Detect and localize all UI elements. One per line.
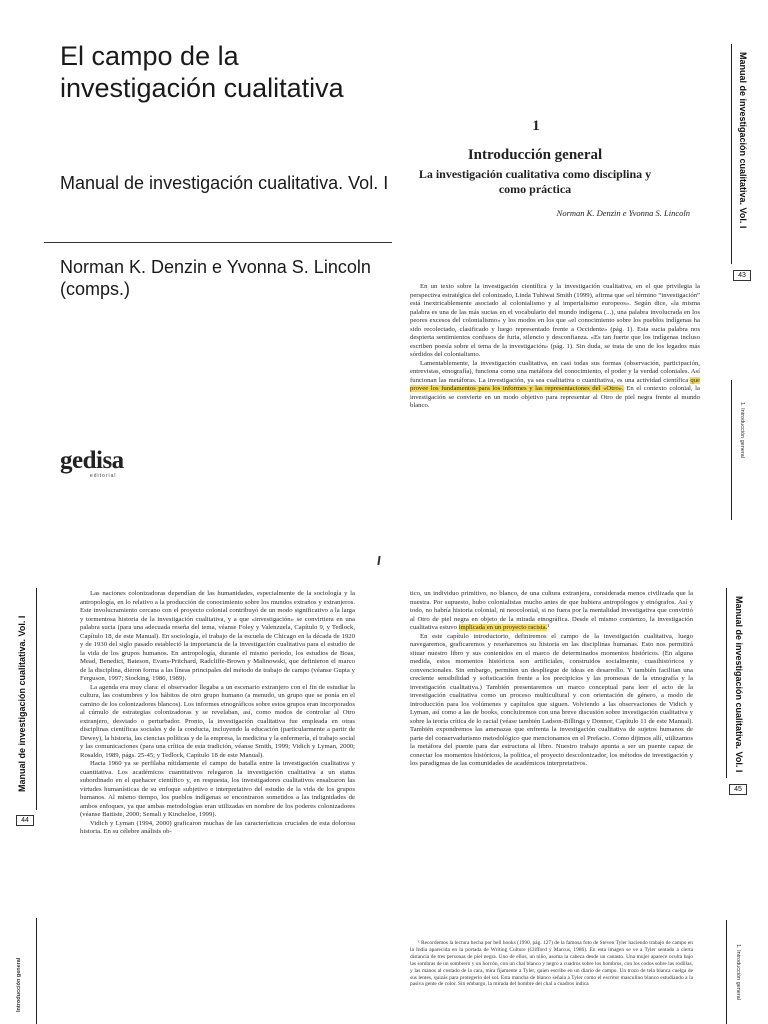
scan-mark — [377, 556, 380, 565]
chapter-subtitle: La investigación cualitativa como disciplina y como práctica — [418, 167, 652, 196]
page44-paragraph-1: Las naciones colonizadoras dependían de las humanidades, especialmente de la sociología y la antropología, en lo relativo a la producción de conocimiento sobre los mundos extraños y extranjeros. Este involucramiento cercano con el proyecto colonial contribuyó de un modo significativo a la larga y tormentosa historia de la investigación cualitativa, y a que «investigación» se convirtiera en una palabra sucia (para una adecuada reseña del tema, véanse Foley y Valenzuela, Capítulo 9, y Tedlock, Capítulo 18, de este Manual). En sociología, el trabajo de la escuela de Chicago en la década de 1920 y de 1930 del siglo pasado estableció la importancia de la investigación cualitativa para el estudio de la vida de los grupos humanos. En antropología, durante el mismo período, los estudios de Boas, Mead, Benedict, Bateson, Evans-Pritchard, Radcliffe-Brown y Malinowski, que definieron el marco de la disciplina, dieron forma a las líneas principales del método de trabajo de campo (véanse Gupta y Ferguson, 1997; Stocking, 1986, 1989). — [80, 590, 355, 682]
page45-paragraph-1 — [410, 590, 693, 633]
chapter-rule-43 — [731, 380, 732, 520]
page44-paragraph-3: Hacia 1960 ya se perfilaba nítidamente el campo de batalla entre la investigación cualitativa y cuantitativa. Los académicos cuantitativos relegaron la investigación cualitativa a un status subordinado en el quehacer científico y, en respuesta, los investigadores cualitativos ensalzaron las virtudes humanísticas de su enfoque subjetivo e interpretativo del estudio de la vida de los grupos humanos. Al mismo tiempo, los pueblos indígenas se encontraron sometidos a las indignidades de ambos enfoques, ya que ambas metodologías eran utilizadas en nombre de los poderes colonizadores (véanse Battiste, 2000; Semali y Kincheloe, 1999). — [80, 760, 355, 818]
header-rule-45 — [726, 588, 727, 778]
page44-body — [80, 590, 355, 1024]
header-rule-44 — [36, 588, 37, 810]
chapter-tab-44: Introducción general — [16, 957, 22, 1012]
running-head-45: Manual de investigación cualitativa. Vol. I — [734, 596, 744, 773]
chapter-tab-43: 1. Introducción general — [739, 402, 745, 458]
running-head-43: Manual de investigación cualitativa. Vol. I — [738, 52, 748, 229]
chapter-rule-44 — [36, 918, 37, 1024]
footnote-1: ¹ Recordemos la lectura hecha por bell hooks (1990, pág. 127) de la famosa foto de Steven Tyler haciendo trabajo de campo en la India aparecida en la portada de Writing Culture (Clifford y Marcus, 1986). En esta imagen se ve a Tyler sentado a cierta distancia de tres personas de piel negra. Uno de ellos, un niño, asoma la cabeza desde un canasto. Una mujer aparece oculta bajo las sombras de un sombrero y un horcón, con un chal blanco y negro a cuadros sobre los hombros, con los codos sobre las rodillas, y las manos al costado de la cara, mira fijamente a Tyler, quien escribe en un diario de campo. Un trozo de tela blanca cuelga de sus lentes, quizás para protegerlo del sol. Esta mancha de blanco señala a Tyler como el escritor masculino blanco estudiando a la pasiva gente de color. Sin embargo, la mirada del hombre del chal a cuadros indica — [410, 940, 693, 988]
header-rule-43 — [731, 44, 732, 264]
publisher-logo-sub: editorial — [90, 473, 117, 479]
chapter-number: 1 — [532, 118, 540, 134]
page45-paragraph-2: En este capítulo introductorio, definiremos el campo de la investigación cualitativa, luego navegaremos, graficaremos y reseñaremos su historia en las disciplinas humanas. Esto nos permitirá situar nuestro libro y sus contenidos en el marco de determinados momentos históricos. (En alguna medida, estos momentos históricos son artificiales, construidos socialmente, cuasihistóricos y convencionales. Sin embargo, permiten un despliegue de ideas en desarrollo. Y también facilitan una creciente sensibilidad y sofisticación frente a los precipicios y las promesas de la etnografía y la investigación cualitativa.) También presentaremos un marco conceptual para leer el acto de la investigación cualitativa como un proceso multicultural y con orientación de género, a modo de introducción para los volúmenes y capítulos que siguen. Volviendo a las observaciones de Vidich y Lyman, así como a las de books, concluiremos con una breve discusión sobre investigación cualitativa y sobre la teoría crítica de lo racial (véase también Ladson-Billings y Donnor, Capítulo 11 de este Manual). También expondremos las amenazas que enfrenta la investigación cualitativa de sujetos humanos de parte del conservadurismo metodológico que mencionamos en el Prefacio. Como dijimos allí, utilizamos la metáfora del puente para dar estructura al libro. Nuestro trabajo apunta a ser un puente capaz de conectar los momentos históricos, la política, el proyecto descolonizador, los métodos de investigación y los paradigmas de las comunidades de académicos interpretativos. — [410, 632, 693, 767]
running-head-44: Manual de investigación cualitativa. Vol. I — [17, 615, 27, 792]
page43-para2-end: En el contexto colonial, la investigación se convierte en un modo objetivo para representar al Otro de piel negra frente al mundo blanco. — [410, 385, 700, 409]
page-number-45: 45 — [729, 784, 747, 795]
page43-para2-text: Lamentablemente, la investigación cualitativa, en casi todas sus formas (observación, participación, entrevistas, etnografía), funciona como una metáfora del conocimiento, el poder y la verdad coloniales. Así funcionan las metáforas. La investigación, ya sea cualitativa o cuantitativa, es una actividad científica — [410, 359, 700, 384]
chapter-tab-45: 1. Introducción general — [735, 944, 741, 1000]
cover-divider — [44, 242, 392, 243]
chapter-authors: Norman K. Denzin e Yvonna S. Lincoln — [556, 208, 690, 218]
page44-paragraph-4: Vidich y Lyman (1994, 2000) graficaron muchas de las características cruciales de esta dolorosa historia. En su célebre análisis ob- — [80, 819, 355, 835]
page43-body — [410, 283, 700, 533]
page-number-44: 44 — [16, 815, 34, 826]
page45-para1-text: tico, un individuo primitivo, no blanco, de una cultura extranjera, considerada menos civilizada que la nuestra. Por supuesto, hubo colonialistas mucho antes de que hubiera antropólogos y etnógrafos. Así y todo, no habría historia colonial, ni neocolonial, si no fuera por la mentalidad investigativa que convirtió al Otro de piel negra en objeto de la mirada etnográfica. Desde el mismo comienzo, la investigación cualitativa estuvo — [410, 590, 693, 631]
page44-paragraph-2: La agenda era muy clara: el observador llegaba a un escenario extranjero con el fin de estudiar la cultura, las costumbres y los hábitos de otro grupo humano (a menudo, un grupo que se ponía en el camino de los colonizadores blancos). Los informes etnográficos sobre estos grupos eran incorporados al cúmulo de estrategias colonizadoras y se revelaban, así, como modos de controlar al Otro extranjero, desviado o perturbador. Pronto, la investigación cualitativa fue empleada en otras disciplinas científicas sociales y de la conducta, incluyendo la educación (particularmente a partir de Dewey), la historia, las ciencias políticas y de la empresa, la medicina y la enfermería, el trabajo social y las comunicaciones (para una crítica de esta tradición, véanse Smith, 1999; Vidich y Lyman, 2000; Rosaldo, 1989, págs. 25-45; y Tedlock, Capítulo 18 de este Manual). — [80, 683, 355, 759]
chapter-title: Introducción general — [467, 147, 603, 163]
page43-paragraph-2 — [410, 360, 700, 411]
page-number-43: 43 — [733, 270, 751, 281]
page45-footnote — [410, 940, 693, 1024]
cover-subtitle: Manual de investigación cualitativa. Vol. I — [60, 173, 389, 193]
page45-body — [410, 590, 693, 910]
highlight-1: que provee los fundamentos para los informes y las representaciones del «Otro». — [410, 376, 700, 392]
chapter-rule-45 — [726, 920, 727, 1024]
cover-title: El campo de la investigación cualitativa — [60, 41, 344, 103]
cover-authors: Norman K. Denzin e Yvonna S. Lincoln (comps.) — [60, 257, 371, 299]
footnote-ref: ¹ — [547, 624, 550, 631]
highlight-2: implicada en un proyecto racista. — [458, 624, 548, 631]
page43-paragraph-1: En un texto sobre la investigación científica y la investigación cualitativa, en el que privilegia la perspectiva estratégica del colonizado, Linda Tuhiwai Smith (1999), afirma que «el término “investigación” está inextricablemente asociado al colonialismo y al imperialismo europeos». Según dice, «la misma palabra es una de las más sucias en el vocabulario del mundo indígena (...), una palabra involucrada en los peores excesos del colonialismo» y los modos en los que «el conocimiento sobre los pueblos indígenas ha sido recolectado, clasificado y luego representado frente a Occidente» (pág. 1). Esta sucia palabra nos despierta sentimientos confusos de furia, silencio y desconfianza. «Es tan fuerte que los indígenas incluso escriben poesía sobre el tema de la investigación» (pág. 1). Sin duda, se trata de uno de los legados más sórdidos del colonialismo. — [410, 283, 700, 358]
publisher-logo: gedisa — [60, 447, 124, 474]
